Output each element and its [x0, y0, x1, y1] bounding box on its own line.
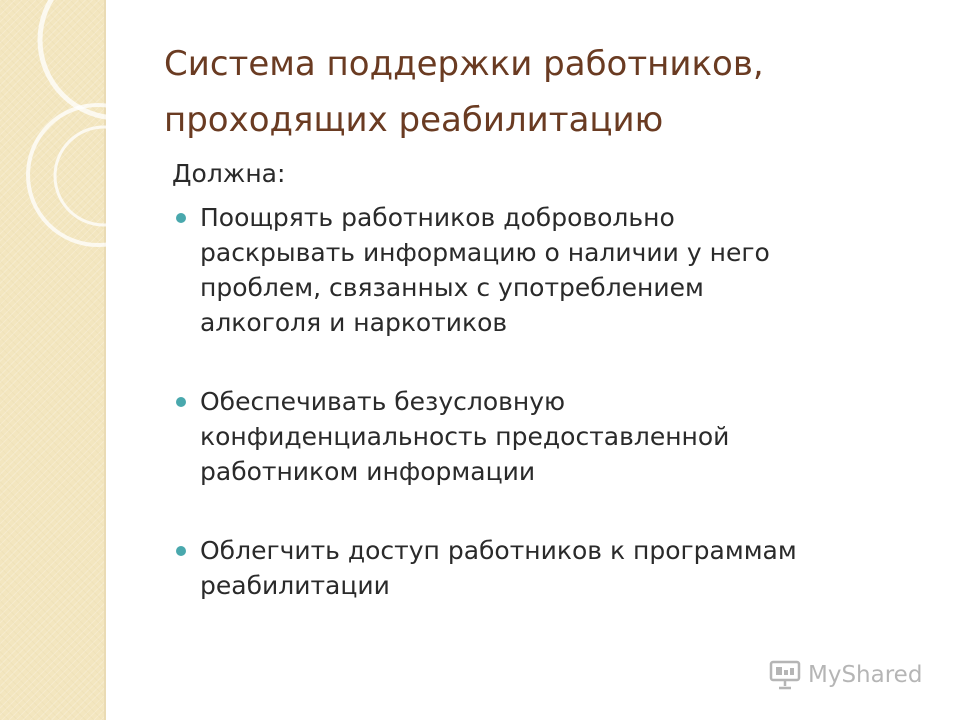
- bullet-dot-icon: [176, 213, 186, 223]
- bullet-text-line: реабилитации: [200, 571, 390, 600]
- bullet-text: [200, 533, 912, 603]
- slide-subtitle: Должна:: [172, 159, 286, 188]
- presentation-screen-icon: [768, 658, 802, 692]
- bullet-text-line: алкоголя и наркотиков: [200, 308, 508, 337]
- decorative-circle-large: [40, 0, 160, 118]
- bullet-text-line: конфиденциальность предоставленной: [200, 422, 730, 451]
- bullet-item: [172, 533, 912, 603]
- bullet-text-line: Поощрять работников добровольно: [200, 203, 675, 232]
- bullet-text-line: работником информации: [200, 457, 536, 486]
- bullet-text-line: Обеспечивать безусловную: [200, 387, 566, 416]
- watermark-text: MyShared: [808, 662, 923, 688]
- bullet-item: [172, 200, 912, 340]
- bullet-list: [172, 200, 912, 603]
- decorative-circles: [0, 0, 160, 300]
- bullet-text-line: проблем, связанных с употреблением: [200, 273, 704, 302]
- slide-title-line: проходящих реабилитацию: [164, 100, 664, 140]
- slide-title: [164, 36, 924, 148]
- bullet-text-line: Облегчить доступ работников к программам: [200, 536, 797, 565]
- bullet-dot-icon: [176, 546, 186, 556]
- bullet-text: [200, 384, 912, 489]
- bullet-text: [200, 200, 912, 340]
- slide-title-line: Система поддержки работников,: [164, 44, 764, 84]
- bullet-text-line: раскрывать информацию о наличии у него: [200, 238, 770, 267]
- watermark: [768, 657, 922, 693]
- bullet-dot-icon: [176, 397, 186, 407]
- decorative-circle-inner: [55, 127, 153, 225]
- bullet-item: [172, 384, 912, 489]
